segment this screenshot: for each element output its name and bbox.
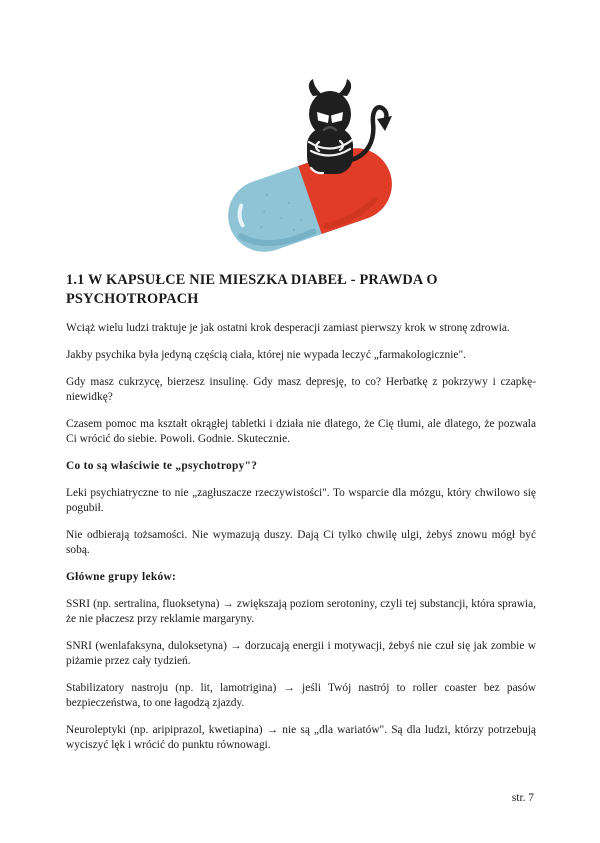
paragraph-ssri: SSRI (np. sertralina, fluoksetyna) → zwiększają poziom serotoniny, czyli tej substancji, która sprawia, że nie płaczesz przy reklamie margaryny. xyxy=(66,598,536,625)
paragraph-intro-3: Gdy masz cukrzycę, bierzesz insulinę. Gdy masz depresję, to co? Herbatkę z pokrzywy i czapkę-niewidkę? xyxy=(66,376,536,403)
devil-on-pill-svg xyxy=(225,78,395,253)
paragraph-mood-stabilizers: Stabilizatory nastroju (np. lit, lamotrigina) → jeśli Twój nastrój to roller coaster bez pasów bezpieczeństwa, to one łagodzą zjazdy. xyxy=(66,682,536,709)
devil-on-pill-illustration xyxy=(225,78,395,253)
page-number: str. 7 xyxy=(511,792,534,804)
section-heading-what-are-psychotropics: Co to są właściwie te „psychotropy"? xyxy=(66,460,258,472)
document-title: 1.1 W KAPSUŁCE NIE MIESZKA DIABEŁ - PRAWDA O PSYCHOTROPACH xyxy=(66,272,438,307)
paragraph-neuroleptics: Neuroleptyki (np. aripiprazol, kwetiapina) → nie są „dla wariatów". Są dla ludzi, którzy potrzebują wyciszyć lęk i wrócić do punktu równowagi. xyxy=(66,724,536,751)
paragraph-intro-4: Czasem pomoc ma kształt okrągłej tabletki i działa nie dlatego, że Cię tłumi, ale dlatego, że pozwala Ci wrócić do siebie. Powoli. Godnie. Skutecznie. xyxy=(66,418,536,445)
paragraph-what-1: Leki psychiatryczne to nie „zagłuszacze rzeczywistości". To wsparcie dla mózgu, który chwilowo się pogubił. xyxy=(66,487,536,514)
devil-tail-arrowhead xyxy=(377,116,392,131)
paragraph-intro-1: Wciąż wielu ludzi traktuje je jak ostatni krok desperacji zamiast pierwszy krok w stronę zdrowia. xyxy=(66,322,510,334)
document-body xyxy=(66,271,536,753)
paragraph-snri: SNRI (wenlafaksyna, duloksetyna) → dorzucają energii i motywacji, żebyś nie czuł się jak zombie w piżamie przez cały tydzień. xyxy=(66,640,536,667)
paragraph-intro-2: Jakby psychika była jedyną częścią ciała, której nie wypada leczyć „farmakologicznie". xyxy=(66,349,466,361)
section-heading-drug-groups: Główne grupy leków: xyxy=(66,571,177,583)
paragraph-what-2: Nie odbierają tożsamości. Nie wymazują duszy. Dają Ci tylko chwilę ulgi, żebyś znowu mógł być sobą. xyxy=(66,529,536,556)
